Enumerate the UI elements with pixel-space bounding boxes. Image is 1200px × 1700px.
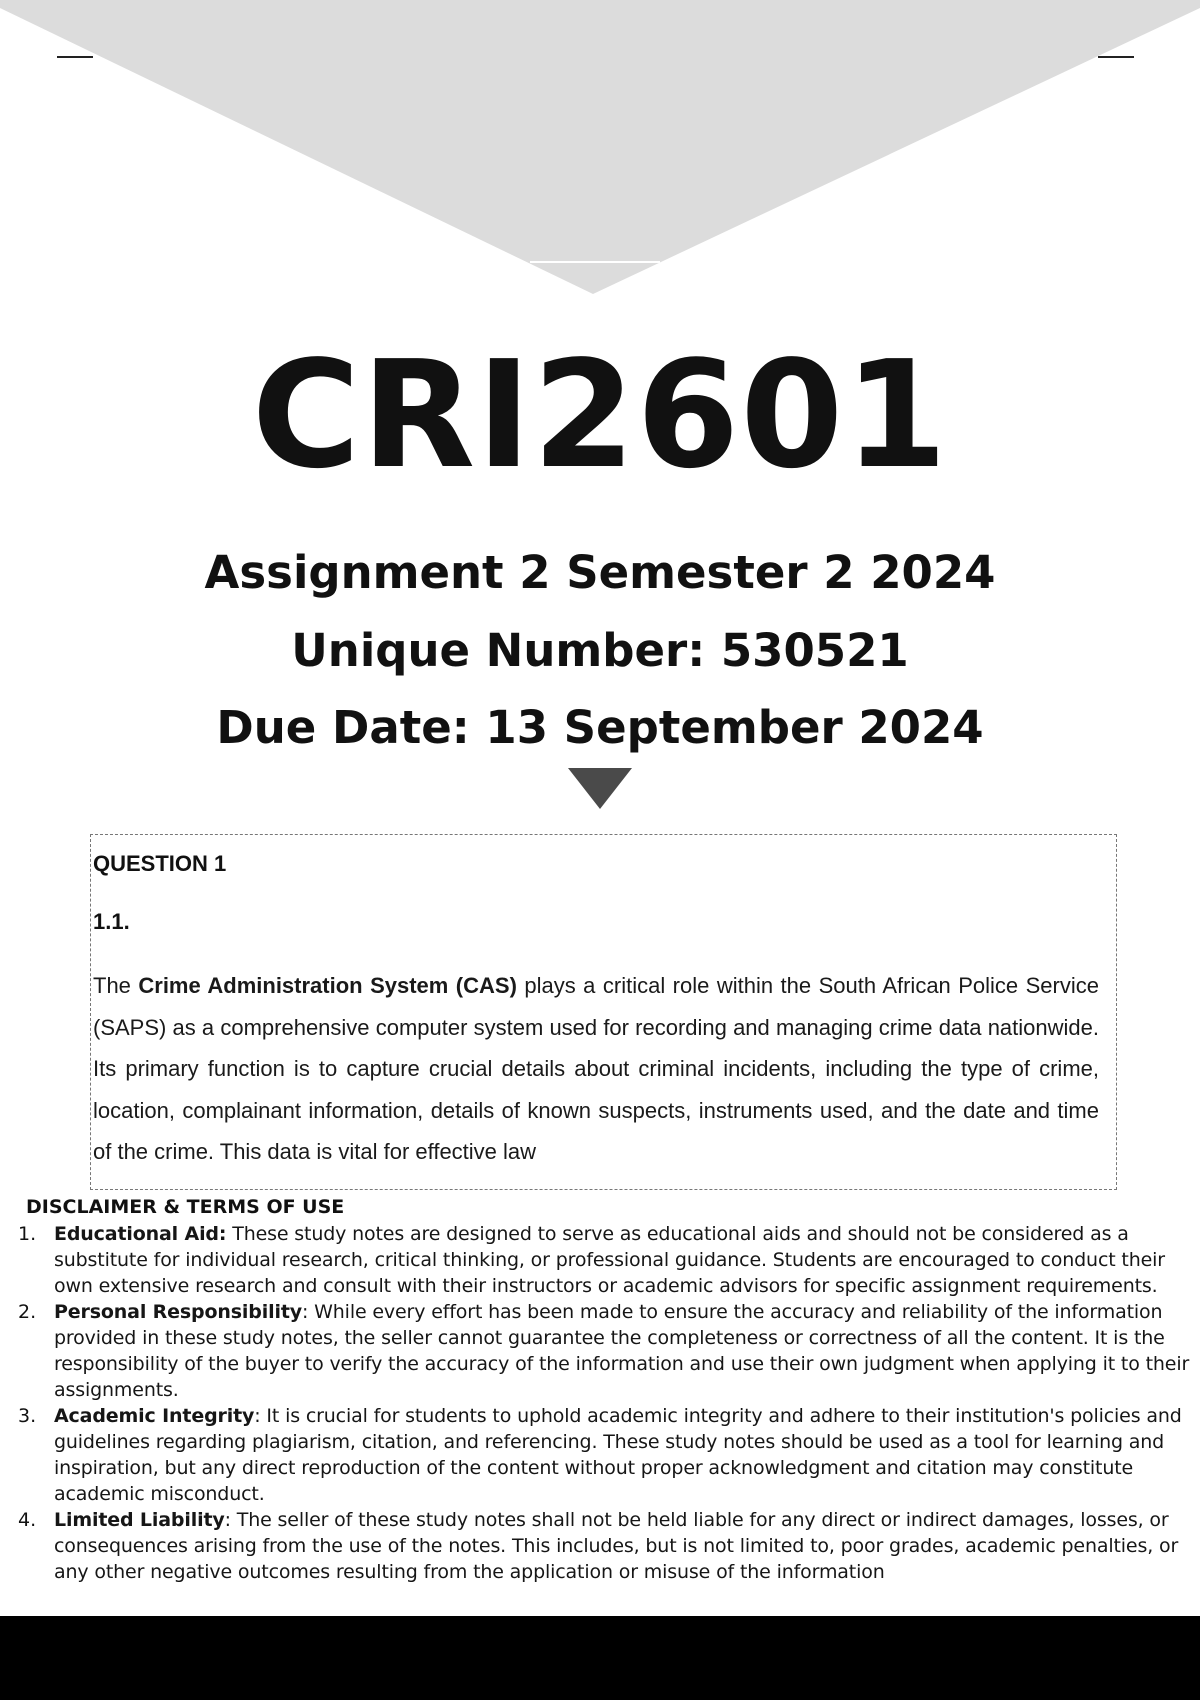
disclaimer-item-body: : It is crucial for students to uphold academic integrity and adhere to their institution's policies and guidelines regarding plagiarism, citation, and referencing. These study notes should be used as a tool for learning and inspiration, but any direct reproduction of the content without proper acknowledgment and citation may constitute academic misconduct. (54, 1405, 1182, 1505)
disclaimer-item-label: Academic Integrity (54, 1405, 255, 1427)
disclaimer-item-academic-integrity (0, 1403, 1200, 1507)
disclaimer-item-number: 4. (18, 1509, 37, 1531)
disclaimer-list (0, 1221, 1200, 1585)
due-date: Due Date: 13 September 2024 (216, 701, 984, 754)
question-text-prefix: The (93, 973, 139, 998)
question-text-bold: Crime Administration System (CAS) (138, 973, 517, 998)
course-code-title: CRI2601 (251, 329, 949, 501)
disclaimer-item-text (54, 1221, 1190, 1299)
question-number: 1.1. (93, 909, 130, 934)
disclaimer-item-educational-aid (0, 1221, 1200, 1299)
question-heading: QUESTION 1 (93, 851, 227, 876)
disclaimer-item-text (54, 1507, 1190, 1585)
disclaimer-item-label: Personal Responsibility (54, 1301, 303, 1323)
question-text-rest: plays a critical role within the South African Police Service (SAPS) as a comprehensive computer system used for recording and managing crime data nationwide. Its primary function is to capture crucial details about criminal incidents, including the type of crime, location, complainant information, details of known suspects, instruments used, and the date and time of the crime. This data is vital for effective law (93, 973, 1099, 1164)
footer-black-bar (0, 1616, 1200, 1700)
unique-number: Unique Number: 530521 (291, 624, 909, 677)
header-rule-right (1098, 56, 1134, 58)
disclaimer-item-label: Limited Liability (54, 1509, 225, 1531)
disclaimer-item-number: 3. (18, 1405, 37, 1427)
disclaimer-item-number: 2. (18, 1301, 37, 1323)
disclaimer-item-body: : The seller of these study notes shall not be held liable for any direct or indirect damages, losses, or consequences arising from the use of the notes. This includes, but is not limited to, poor grades, academic penalties, or any other negative outcomes resulting from the application or misuse of the information (54, 1509, 1179, 1583)
header-rule-left (57, 56, 93, 58)
disclaimer-item-label: Educational Aid: (54, 1223, 227, 1245)
disclaimer-item-number: 1. (18, 1223, 37, 1245)
disclaimer-item-text (54, 1299, 1190, 1403)
disclaimer-item-personal-responsibility (0, 1299, 1200, 1403)
disclaimer-title: DISCLAIMER & TERMS OF USE (26, 1196, 345, 1218)
disclaimer-item-body: : While every effort has been made to ensure the accuracy and reliability of the information provided in these study notes, the seller cannot guarantee the completeness or correctness of all the content. It is the responsibility of the buyer to verify the accuracy of the information and use their own judgment when applying it to their assignments. (54, 1301, 1190, 1401)
assignment-subtitle: Assignment 2 Semester 2 2024 (204, 546, 996, 599)
disclaimer-item-limited-liability (0, 1507, 1200, 1585)
question-paragraph (93, 965, 1099, 1173)
disclaimer-item-text (54, 1403, 1190, 1507)
question-preview-box (90, 834, 1117, 1190)
header-chevron-banner (0, 0, 1200, 300)
down-triangle-icon (568, 768, 632, 810)
disclaimer-item-body: These study notes are designed to serve as educational aids and should not be considered as a substitute for individual research, critical thinking, or professional guidance. Students are encouraged to conduct their own extensive research and consult with their instructors or academic advisors for specific assignment requirements. (54, 1223, 1165, 1297)
